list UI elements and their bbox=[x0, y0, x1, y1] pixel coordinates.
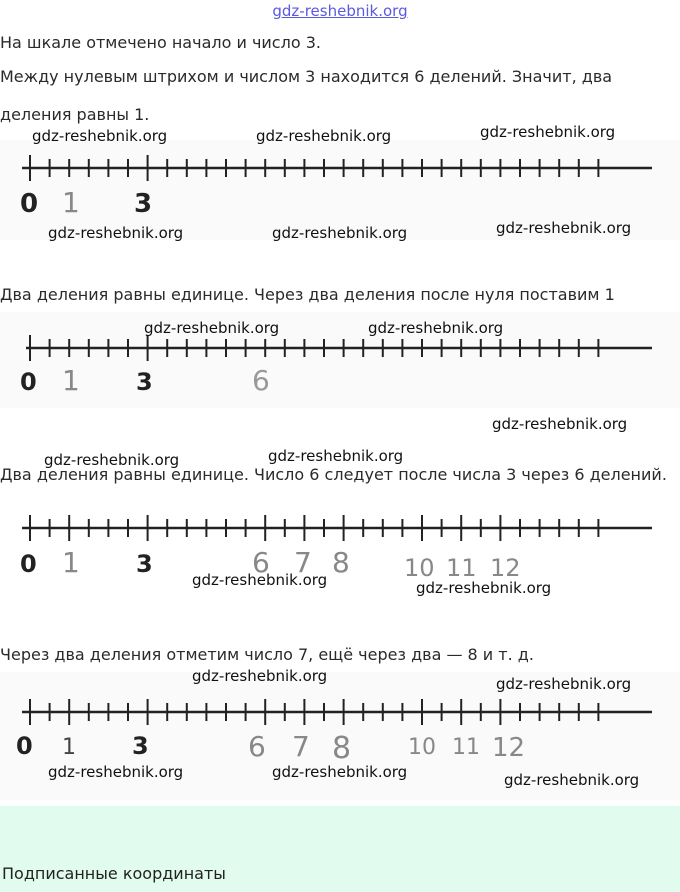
paragraph-1: На шкале отмечено начало и число 3. bbox=[0, 33, 321, 52]
number-line-3 bbox=[0, 500, 680, 590]
watermark: gdz-reshebnik.org bbox=[368, 319, 504, 337]
label-6: 6 bbox=[248, 730, 266, 763]
footer-title: Подписанные координаты bbox=[2, 864, 226, 883]
label-6: 6 bbox=[252, 364, 270, 397]
label-10: 10 bbox=[408, 735, 436, 760]
number-line-4 bbox=[0, 680, 680, 770]
label-12: 12 bbox=[492, 733, 526, 763]
label-10: 10 bbox=[404, 554, 435, 582]
label-8: 8 bbox=[332, 546, 350, 579]
label-0: 0 bbox=[20, 368, 37, 396]
watermark: gdz-reshebnik.org bbox=[192, 571, 328, 589]
watermark: gdz-reshebnik.org bbox=[44, 451, 180, 469]
watermark: gdz-reshebnik.org bbox=[268, 447, 404, 465]
label-7: 7 bbox=[292, 730, 310, 763]
label-11: 11 bbox=[452, 735, 480, 760]
paragraph-4: Два деления равны единице. Число 6 следует после числа 3 через 6 делений. bbox=[0, 465, 667, 484]
watermark: gdz-reshebnik.org bbox=[496, 675, 632, 693]
watermark: gdz-reshebnik.org bbox=[144, 319, 280, 337]
label-12: 12 bbox=[490, 554, 521, 582]
label-7: 7 bbox=[294, 546, 312, 579]
label-1: 1 bbox=[62, 735, 76, 760]
watermark: gdz-reshebnik.org bbox=[256, 127, 392, 145]
paragraph-2: Между нулевым штрихом и числом 3 находится 6 делений. Значит, два деления равны 1. bbox=[0, 67, 613, 124]
label-3: 3 bbox=[136, 368, 153, 396]
label-1: 1 bbox=[62, 364, 80, 397]
label-11: 11 bbox=[446, 554, 477, 582]
number-line-2 bbox=[0, 320, 680, 410]
label-6: 6 bbox=[252, 546, 270, 579]
label-0: 0 bbox=[20, 189, 39, 219]
watermark: gdz-reshebnik.org bbox=[48, 224, 184, 242]
watermark: gdz-reshebnik.org bbox=[48, 763, 184, 781]
watermark: gdz-reshebnik.org bbox=[504, 771, 640, 789]
watermark: gdz-reshebnik.org bbox=[272, 224, 408, 242]
label-3: 3 bbox=[132, 732, 149, 760]
label-1: 1 bbox=[62, 186, 80, 219]
paragraph-3: Два деления равны единице. Через два деления после нуля поставим 1 bbox=[0, 285, 615, 304]
label-0: 0 bbox=[20, 550, 37, 578]
paragraph-5: Через два деления отметим число 7, ещё через два — 8 и т. д. bbox=[0, 645, 534, 664]
site-link[interactable]: gdz-reshebnik.org bbox=[272, 2, 408, 20]
watermark: gdz-reshebnik.org bbox=[32, 127, 168, 145]
watermark: gdz-reshebnik.org bbox=[496, 219, 632, 237]
watermark: gdz-reshebnik.org bbox=[416, 579, 552, 597]
watermark: gdz-reshebnik.org bbox=[492, 415, 628, 433]
watermark: gdz-reshebnik.org bbox=[480, 123, 616, 141]
label-3: 3 bbox=[134, 189, 153, 219]
watermark: gdz-reshebnik.org bbox=[192, 667, 328, 685]
label-1: 1 bbox=[62, 546, 80, 579]
label-8: 8 bbox=[332, 731, 352, 766]
label-0: 0 bbox=[16, 732, 33, 760]
watermark: gdz-reshebnik.org bbox=[272, 763, 408, 781]
label-3: 3 bbox=[136, 550, 153, 578]
